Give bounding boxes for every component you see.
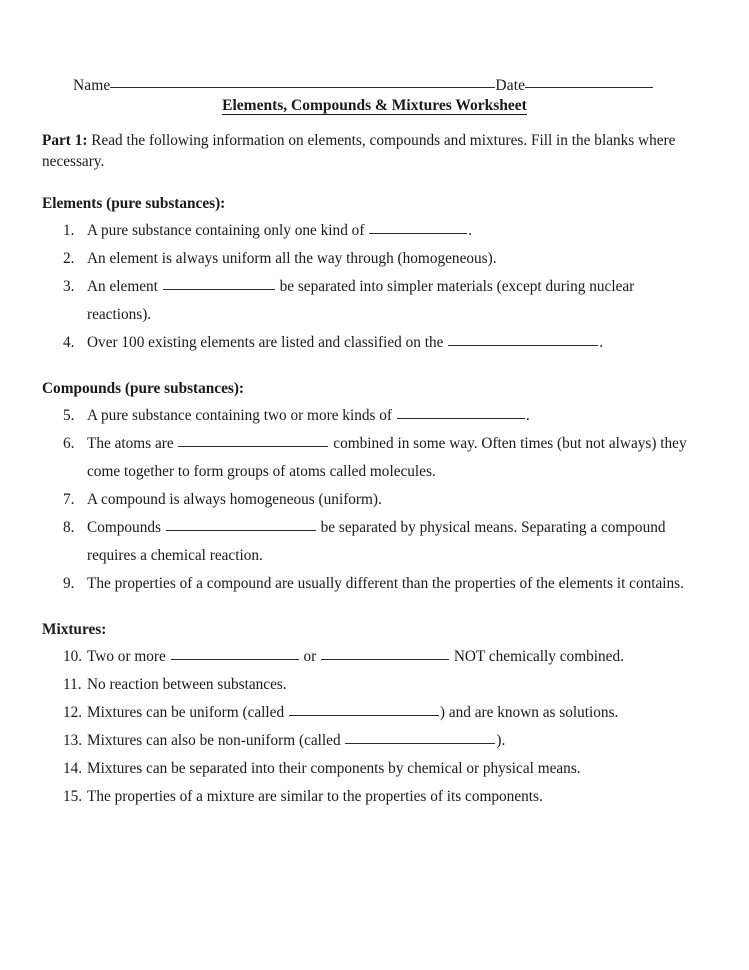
list-item-number: 13.	[63, 732, 83, 749]
list-item-text: An element	[87, 278, 162, 295]
date-label: Date	[495, 77, 526, 94]
list-item	[42, 430, 702, 486]
list-item-number: 6.	[63, 435, 75, 452]
list-item-text: Over 100 existing elements are listed and classified on the	[87, 334, 448, 351]
fill-in-blank[interactable]	[163, 277, 275, 290]
fill-in-blank[interactable]	[321, 647, 449, 660]
list-item-number: 15.	[63, 788, 83, 805]
part-1-label: Part 1:	[42, 132, 88, 149]
list-item	[42, 755, 702, 783]
list-item	[42, 643, 702, 671]
list-item-text: .	[525, 407, 530, 424]
list-item-number: 1.	[63, 222, 75, 239]
list-item-text: The properties of a compound are usually different than the properties of the elements it contains.	[87, 575, 684, 592]
list-item	[42, 245, 702, 273]
list-item-text: A compound is always homogeneous (uniform).	[87, 491, 382, 508]
fill-in-blank[interactable]	[448, 333, 598, 346]
list-item-text: combined in some way. Often times (but not always) they come together to form groups of atoms called molecules.	[87, 435, 687, 480]
list-item-text: be separated into simpler materials (except during nuclear reactions).	[87, 278, 635, 323]
name-blank-line[interactable]	[110, 76, 495, 88]
worksheet-section	[42, 379, 702, 598]
list-item-text: Compounds	[87, 519, 165, 536]
list-item	[42, 402, 702, 430]
list-item-number: 4.	[63, 334, 75, 351]
worksheet-content	[42, 131, 702, 811]
page-title-text: Elements, Compounds & Mixtures Worksheet	[222, 97, 527, 114]
worksheet-section	[42, 194, 702, 357]
list-item-number: 8.	[63, 519, 75, 536]
name-label: Name	[73, 77, 111, 94]
list-item-text: A pure substance containing only one kind of	[87, 222, 369, 239]
list-item-text: The properties of a mixture are similar to the properties of its components.	[87, 788, 543, 805]
fill-in-blank[interactable]	[171, 647, 299, 660]
list-item-number: 12.	[63, 704, 83, 721]
section-item-list	[42, 217, 702, 357]
list-item-text: ) and are known as solutions.	[439, 704, 619, 721]
list-item	[42, 699, 702, 727]
list-item-text: Mixtures can also be non-uniform (called	[87, 732, 345, 749]
list-item-number: 14.	[63, 760, 83, 777]
section-heading: Elements (pure substances):	[42, 195, 226, 212]
page-title	[0, 96, 749, 116]
fill-in-blank[interactable]	[369, 221, 467, 234]
list-item-text: or	[299, 648, 321, 665]
list-item-text: NOT chemically combined.	[450, 648, 624, 665]
list-item-number: 7.	[63, 491, 75, 508]
list-item-text: .	[599, 334, 604, 351]
fill-in-blank[interactable]	[166, 518, 316, 531]
fill-in-blank[interactable]	[289, 703, 439, 716]
list-item	[42, 570, 702, 598]
list-item-number: 2.	[63, 250, 75, 267]
part-1-instructions	[42, 131, 682, 172]
list-item-number: 3.	[63, 278, 75, 295]
section-heading: Compounds (pure substances):	[42, 380, 245, 397]
list-item	[42, 486, 702, 514]
list-item-number: 5.	[63, 407, 75, 424]
section-item-list	[42, 643, 702, 811]
list-item-text: A pure substance containing two or more kinds of	[87, 407, 396, 424]
list-item-text: An element is always uniform all the way through (homogeneous).	[87, 250, 497, 267]
section-item-list	[42, 402, 702, 598]
list-item-text: No reaction between substances.	[87, 676, 287, 693]
worksheet-section	[42, 620, 702, 811]
list-item-number: 11.	[63, 676, 82, 693]
list-item-text: Mixtures can be separated into their components by chemical or physical means.	[87, 760, 581, 777]
list-item-text: ).	[496, 732, 506, 749]
list-item	[42, 671, 702, 699]
list-item	[42, 329, 702, 357]
list-item	[42, 727, 702, 755]
list-item	[42, 273, 702, 329]
section-heading: Mixtures:	[42, 621, 107, 638]
list-item	[42, 783, 702, 811]
fill-in-blank[interactable]	[178, 434, 328, 447]
list-item-text: .	[468, 222, 473, 239]
list-item-number: 9.	[63, 575, 75, 592]
fill-in-blank[interactable]	[397, 406, 525, 419]
name-date-row	[73, 76, 673, 96]
part-1-text: Read the following information on elements, compounds and mixtures. Fill in the blanks where necessary.	[42, 132, 676, 170]
list-item-text: The atoms are	[87, 435, 178, 452]
sections-container	[42, 194, 702, 811]
fill-in-blank[interactable]	[345, 731, 495, 744]
list-item-text: be separated by physical means. Separating a compound requires a chemical reaction.	[87, 519, 666, 564]
date-blank-line[interactable]	[525, 76, 653, 88]
list-item-text: Mixtures can be uniform (called	[87, 704, 288, 721]
list-item-text: Two or more	[87, 648, 170, 665]
list-item	[42, 217, 702, 245]
list-item-number: 10.	[63, 648, 83, 665]
list-item	[42, 514, 702, 570]
